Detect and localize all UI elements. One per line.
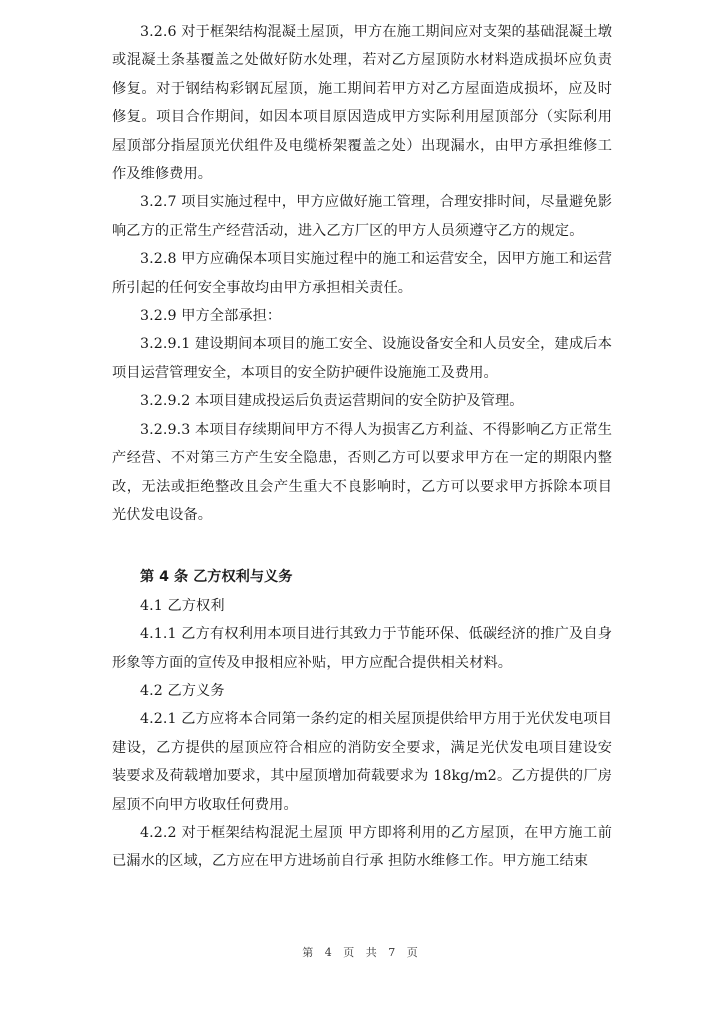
clause-4-1-1: 4.1.1 乙方有权利用本项目进行其致力于节能环保、低碳经济的推广及自身形象等方面的宣传及申报相应补贴，甲方应配合提供相关材料。 [112, 626, 612, 671]
clause-3-2-9: 3.2.9 甲方全部承担： [140, 308, 282, 325]
clause-3-2-9-2: 3.2.9.2 本项目建成投运后负责运营期间的安全防护及管理。 [140, 393, 524, 410]
section-heading-article-4: 第 4 条 乙方权利与义务 [140, 569, 293, 586]
clause-3-2-9-1: 3.2.9.1 建设期间本项目的施工安全、设施设备安全和人员安全，建成后本项目运营管理安全，本项目的安全防护硬件设施施工及费用。 [112, 336, 612, 381]
clause-3-2-7: 3.2.7 项目实施过程中，甲方应做好施工管理，合理安排时间，尽量避免影响乙方的正常生产经营活动，进入乙方厂区的甲方人员须遵守乙方的规定。 [112, 194, 612, 239]
clause-4-1: 4.1 乙方权利 [140, 597, 225, 614]
clause-3-2-8: 3.2.8 甲方应确保本项目实施过程中的施工和运营安全，因甲方施工和运营所引起的任何安全事故均由甲方承担相关责任。 [112, 251, 612, 296]
page-number-text: 第 4 页 共 7 页 [302, 946, 422, 959]
clause-3-2-6: 3.2.6 对于框架结构混凝土屋顶，甲方在施工期间应对支架的基础混凝土墩或混凝土条基覆盖之处做好防水处理，若对乙方屋顶防水材料造成损坏应负责修复。对于钢结构彩钢瓦屋顶，施工期间若甲方对乙方屋面造成损坏，应及时修复。项目合作期间，如因本项目原因造成甲方实际利用屋顶部分（实际利用屋顶部分指屋顶光伏组件及电缆桥架覆盖之处）出现漏水，由甲方承担维修工作及维修费用。 [112, 24, 612, 183]
clause-4-2-1: 4.2.1 乙方应将本合同第一条约定的相关屋顶提供给甲方用于光伏发电项目建设，乙方提供的屋顶应符合相应的消防安全要求，满足光伏发电项目建设安装要求及荷载增加要求，其中屋顶增加荷载要求为 18kg/m2。乙方提供的厂房屋顶不向甲方收取任何费用。 [112, 711, 612, 813]
document-body [112, 18, 612, 876]
page-number-footer [0, 944, 724, 960]
clause-4-2: 4.2 乙方义务 [140, 682, 225, 699]
clause-4-2-2: 4.2.2 对于框架结构混泥土屋顶 甲方即将利用的乙方屋顶，在甲方施工前已漏水的区域，乙方应在甲方进场前自行承 担防水维修工作。甲方施工结束 [112, 824, 612, 870]
clause-3-2-9-3: 3.2.9.3 本项目存续期间甲方不得人为损害乙方利益、不得影响乙方正常生产经营、不对第三方产生安全隐患，否则乙方可以要求甲方在一定的期限内整改，无法或拒绝整改且会产生重大不良影响时，乙方可以要求甲方拆除本项目光伏发电设备。 [112, 421, 612, 523]
